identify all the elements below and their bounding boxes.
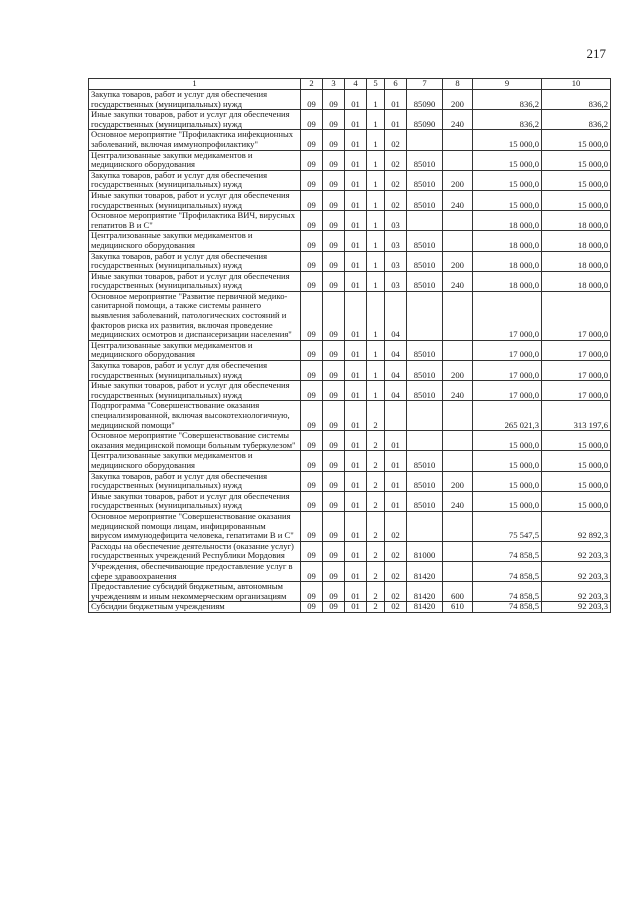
section-code: 09 [301, 190, 323, 210]
section-code: 09 [301, 361, 323, 381]
section-code: 09 [301, 511, 323, 541]
budget-table [88, 78, 611, 613]
section-code: 09 [301, 130, 323, 150]
amount-year-2: 15 000,0 [542, 190, 611, 210]
program-code: 01 [345, 90, 367, 110]
row-name: Основное мероприятие "Развитие первичной медико-санитарной помощи, а также системы раннего выявления заболеваний, патологических состояний и факторов риска их развития, включая проведение медицинских осмотров и диспансеризации населения" [89, 291, 301, 340]
amount-year-1: 15 000,0 [473, 170, 542, 190]
program-code: 01 [345, 291, 367, 340]
subprogram-code: 1 [367, 291, 385, 340]
type-code [443, 451, 473, 471]
subprogram-code: 1 [367, 130, 385, 150]
table-row [89, 211, 611, 231]
type-code: 240 [443, 271, 473, 291]
expense-code [407, 431, 443, 451]
expense-code [407, 130, 443, 150]
event-code: 02 [385, 541, 407, 561]
expense-code: 85010 [407, 251, 443, 271]
table-row [89, 231, 611, 251]
subprogram-code: 2 [367, 582, 385, 602]
subsection-code: 09 [323, 451, 345, 471]
subprogram-code: 1 [367, 381, 385, 401]
expense-code: 85090 [407, 90, 443, 110]
event-code: 02 [385, 150, 407, 170]
amount-year-2: 18 000,0 [542, 231, 611, 251]
table-row [89, 90, 611, 110]
column-header-1: 1 [89, 79, 301, 90]
program-code: 01 [345, 190, 367, 210]
subsection-code: 09 [323, 340, 345, 360]
row-name: Иные закупки товаров, работ и услуг для обеспечения государственных (муниципальных) нужд [89, 381, 301, 401]
column-header-9: 9 [473, 79, 542, 90]
amount-year-1: 74 858,5 [473, 602, 542, 613]
section-code: 09 [301, 582, 323, 602]
amount-year-1: 74 858,5 [473, 582, 542, 602]
amount-year-1: 15 000,0 [473, 190, 542, 210]
subsection-code: 09 [323, 291, 345, 340]
column-header-7: 7 [407, 79, 443, 90]
subprogram-code: 1 [367, 271, 385, 291]
amount-year-2: 92 203,3 [542, 602, 611, 613]
program-code: 01 [345, 471, 367, 491]
subsection-code: 09 [323, 491, 345, 511]
expense-code: 81420 [407, 561, 443, 581]
amount-year-2: 92 203,3 [542, 582, 611, 602]
section-code: 09 [301, 381, 323, 401]
subsection-code: 09 [323, 381, 345, 401]
amount-year-1: 74 858,5 [473, 561, 542, 581]
program-code: 01 [345, 401, 367, 431]
expense-code: 85010 [407, 471, 443, 491]
row-name: Предоставление субсидий бюджетным, автономным учреждениям и иным некоммерческим организациям [89, 582, 301, 602]
program-code: 01 [345, 511, 367, 541]
row-name: Закупка товаров, работ и услуг для обеспечения государственных (муниципальных) нужд [89, 471, 301, 491]
amount-year-2: 17 000,0 [542, 361, 611, 381]
subprogram-code: 2 [367, 401, 385, 431]
expense-code: 85010 [407, 170, 443, 190]
type-code [443, 340, 473, 360]
amount-year-1: 836,2 [473, 110, 542, 130]
program-code: 01 [345, 170, 367, 190]
amount-year-2: 15 000,0 [542, 170, 611, 190]
event-code: 02 [385, 170, 407, 190]
amount-year-2: 15 000,0 [542, 471, 611, 491]
program-code: 01 [345, 561, 367, 581]
program-code: 01 [345, 211, 367, 231]
table-row [89, 401, 611, 431]
row-name: Основное мероприятие "Совершенствование системы оказания медицинской помощи больным туберкулезом" [89, 431, 301, 451]
event-code: 03 [385, 231, 407, 251]
subsection-code: 09 [323, 90, 345, 110]
subprogram-code: 2 [367, 491, 385, 511]
row-name: Субсидии бюджетным учреждениям [89, 602, 301, 613]
table-row [89, 381, 611, 401]
table-row [89, 541, 611, 561]
program-code: 01 [345, 271, 367, 291]
amount-year-2: 836,2 [542, 90, 611, 110]
program-code: 01 [345, 361, 367, 381]
event-code: 04 [385, 291, 407, 340]
type-code: 200 [443, 90, 473, 110]
type-code [443, 150, 473, 170]
amount-year-2: 15 000,0 [542, 451, 611, 471]
event-code: 01 [385, 471, 407, 491]
type-code: 240 [443, 110, 473, 130]
amount-year-1: 836,2 [473, 90, 542, 110]
section-code: 09 [301, 340, 323, 360]
amount-year-1: 17 000,0 [473, 361, 542, 381]
event-code: 04 [385, 340, 407, 360]
program-code: 01 [345, 340, 367, 360]
program-code: 01 [345, 541, 367, 561]
type-code [443, 401, 473, 431]
section-code: 09 [301, 90, 323, 110]
row-name: Закупка товаров, работ и услуг для обеспечения государственных (муниципальных) нужд [89, 90, 301, 110]
expense-code: 85010 [407, 381, 443, 401]
section-code: 09 [301, 602, 323, 613]
subprogram-code: 1 [367, 190, 385, 210]
event-code: 03 [385, 251, 407, 271]
event-code: 04 [385, 361, 407, 381]
section-code: 09 [301, 291, 323, 340]
amount-year-1: 17 000,0 [473, 340, 542, 360]
amount-year-2: 17 000,0 [542, 291, 611, 340]
table-row [89, 602, 611, 613]
expense-code: 85010 [407, 231, 443, 251]
event-code: 01 [385, 491, 407, 511]
subsection-code: 09 [323, 110, 345, 130]
event-code: 01 [385, 431, 407, 451]
type-code [443, 130, 473, 150]
type-code: 240 [443, 381, 473, 401]
subprogram-code: 1 [367, 110, 385, 130]
type-code: 200 [443, 170, 473, 190]
table-row [89, 110, 611, 130]
subprogram-code: 2 [367, 541, 385, 561]
type-code [443, 211, 473, 231]
subsection-code: 09 [323, 271, 345, 291]
subprogram-code: 1 [367, 361, 385, 381]
subsection-code: 09 [323, 511, 345, 541]
expense-code [407, 511, 443, 541]
subprogram-code: 1 [367, 150, 385, 170]
section-code: 09 [301, 110, 323, 130]
amount-year-1: 15 000,0 [473, 471, 542, 491]
section-code: 09 [301, 471, 323, 491]
subprogram-code: 1 [367, 90, 385, 110]
subsection-code: 09 [323, 582, 345, 602]
table-row [89, 150, 611, 170]
subprogram-code: 2 [367, 431, 385, 451]
program-code: 01 [345, 491, 367, 511]
type-code [443, 511, 473, 541]
subsection-code: 09 [323, 150, 345, 170]
amount-year-2: 92 203,3 [542, 541, 611, 561]
section-code: 09 [301, 491, 323, 511]
subprogram-code: 1 [367, 251, 385, 271]
subsection-code: 09 [323, 190, 345, 210]
program-code: 01 [345, 582, 367, 602]
table-row [89, 170, 611, 190]
type-code [443, 541, 473, 561]
column-header-5: 5 [367, 79, 385, 90]
table-row [89, 130, 611, 150]
column-header-10: 10 [542, 79, 611, 90]
amount-year-2: 313 197,6 [542, 401, 611, 431]
column-header-4: 4 [345, 79, 367, 90]
amount-year-1: 75 547,5 [473, 511, 542, 541]
amount-year-2: 92 892,3 [542, 511, 611, 541]
subsection-code: 09 [323, 231, 345, 251]
section-code: 09 [301, 211, 323, 231]
column-header-6: 6 [385, 79, 407, 90]
column-header-2: 2 [301, 79, 323, 90]
expense-code: 85010 [407, 361, 443, 381]
amount-year-2: 18 000,0 [542, 251, 611, 271]
program-code: 01 [345, 381, 367, 401]
subprogram-code: 2 [367, 602, 385, 613]
table-row [89, 471, 611, 491]
subsection-code: 09 [323, 471, 345, 491]
subsection-code: 09 [323, 602, 345, 613]
program-code: 01 [345, 602, 367, 613]
row-name: Иные закупки товаров, работ и услуг для обеспечения государственных (муниципальных) нужд [89, 491, 301, 511]
subsection-code: 09 [323, 541, 345, 561]
type-code: 610 [443, 602, 473, 613]
type-code: 600 [443, 582, 473, 602]
section-code: 09 [301, 170, 323, 190]
event-code: 02 [385, 582, 407, 602]
event-code: 01 [385, 90, 407, 110]
subsection-code: 09 [323, 431, 345, 451]
page-number: 217 [586, 46, 606, 61]
section-code: 09 [301, 541, 323, 561]
section-code: 09 [301, 251, 323, 271]
event-code: 03 [385, 211, 407, 231]
column-header-3: 3 [323, 79, 345, 90]
amount-year-2: 17 000,0 [542, 340, 611, 360]
amount-year-2: 15 000,0 [542, 431, 611, 451]
subprogram-code: 1 [367, 211, 385, 231]
subsection-code: 09 [323, 361, 345, 381]
column-header-8: 8 [443, 79, 473, 90]
section-code: 09 [301, 150, 323, 170]
amount-year-1: 15 000,0 [473, 130, 542, 150]
subsection-code: 09 [323, 401, 345, 431]
expense-code: 85010 [407, 491, 443, 511]
table-row [89, 491, 611, 511]
amount-year-1: 18 000,0 [473, 231, 542, 251]
table-row [89, 561, 611, 581]
type-code: 200 [443, 471, 473, 491]
amount-year-1: 17 000,0 [473, 381, 542, 401]
row-name: Централизованные закупки медикаментов и медицинского оборудования [89, 340, 301, 360]
program-code: 01 [345, 150, 367, 170]
event-code: 03 [385, 271, 407, 291]
amount-year-2: 15 000,0 [542, 491, 611, 511]
table-row [89, 451, 611, 471]
subsection-code: 09 [323, 130, 345, 150]
row-name: Учреждения, обеспечивающие предоставление услуг в сфере здравоохранения [89, 561, 301, 581]
section-code: 09 [301, 561, 323, 581]
expense-code: 85010 [407, 271, 443, 291]
program-code: 01 [345, 110, 367, 130]
type-code: 240 [443, 491, 473, 511]
table-row [89, 511, 611, 541]
event-code: 02 [385, 190, 407, 210]
row-name: Основное мероприятие "Профилактика инфекционных заболеваний, включая иммунопрофилактику" [89, 130, 301, 150]
section-code: 09 [301, 271, 323, 291]
type-code [443, 431, 473, 451]
amount-year-2: 15 000,0 [542, 130, 611, 150]
amount-year-2: 18 000,0 [542, 271, 611, 291]
subsection-code: 09 [323, 170, 345, 190]
amount-year-1: 18 000,0 [473, 211, 542, 231]
table-row [89, 582, 611, 602]
amount-year-1: 18 000,0 [473, 271, 542, 291]
type-code: 240 [443, 190, 473, 210]
subprogram-code: 1 [367, 231, 385, 251]
amount-year-1: 15 000,0 [473, 491, 542, 511]
amount-year-1: 18 000,0 [473, 251, 542, 271]
program-code: 01 [345, 130, 367, 150]
row-name: Централизованные закупки медикаментов и медицинского оборудования [89, 150, 301, 170]
subprogram-code: 2 [367, 511, 385, 541]
section-code: 09 [301, 401, 323, 431]
table-row [89, 291, 611, 340]
amount-year-1: 265 021,3 [473, 401, 542, 431]
header-row [89, 79, 611, 90]
subprogram-code: 2 [367, 451, 385, 471]
row-name: Иные закупки товаров, работ и услуг для обеспечения государственных (муниципальных) нужд [89, 190, 301, 210]
event-code [385, 401, 407, 431]
amount-year-2: 17 000,0 [542, 381, 611, 401]
subprogram-code: 1 [367, 340, 385, 360]
row-name: Основное мероприятие "Совершенствование оказания медицинской помощи лицам, инфицированным вирусом иммунодефицита человека, гепатитами В и С" [89, 511, 301, 541]
expense-code: 85010 [407, 451, 443, 471]
event-code: 02 [385, 511, 407, 541]
amount-year-2: 18 000,0 [542, 211, 611, 231]
type-code [443, 291, 473, 340]
table-row [89, 361, 611, 381]
section-code: 09 [301, 231, 323, 251]
row-name: Централизованные закупки медикаментов и медицинского оборудования [89, 231, 301, 251]
event-code: 02 [385, 130, 407, 150]
amount-year-1: 15 000,0 [473, 150, 542, 170]
amount-year-1: 15 000,0 [473, 451, 542, 471]
row-name: Основное мероприятие "Профилактика ВИЧ, вирусных гепатитов В и С" [89, 211, 301, 231]
expense-code: 81000 [407, 541, 443, 561]
event-code: 04 [385, 381, 407, 401]
event-code: 02 [385, 602, 407, 613]
table-row [89, 190, 611, 210]
expense-code [407, 401, 443, 431]
expense-code: 81420 [407, 602, 443, 613]
amount-year-1: 17 000,0 [473, 291, 542, 340]
section-code: 09 [301, 431, 323, 451]
expense-code [407, 211, 443, 231]
event-code: 02 [385, 561, 407, 581]
table-body [89, 90, 611, 613]
type-code: 200 [443, 251, 473, 271]
subsection-code: 09 [323, 251, 345, 271]
row-name: Иные закупки товаров, работ и услуг для обеспечения государственных (муниципальных) нужд [89, 271, 301, 291]
subprogram-code: 1 [367, 170, 385, 190]
row-name: Иные закупки товаров, работ и услуг для обеспечения государственных (муниципальных) нужд [89, 110, 301, 130]
expense-code [407, 291, 443, 340]
subsection-code: 09 [323, 561, 345, 581]
amount-year-1: 15 000,0 [473, 431, 542, 451]
event-code: 01 [385, 451, 407, 471]
amount-year-2: 15 000,0 [542, 150, 611, 170]
subprogram-code: 2 [367, 471, 385, 491]
table-row [89, 431, 611, 451]
row-name: Закупка товаров, работ и услуг для обеспечения государственных (муниципальных) нужд [89, 251, 301, 271]
amount-year-1: 74 858,5 [473, 541, 542, 561]
amount-year-2: 92 203,3 [542, 561, 611, 581]
type-code [443, 561, 473, 581]
row-name: Закупка товаров, работ и услуг для обеспечения государственных (муниципальных) нужд [89, 170, 301, 190]
program-code: 01 [345, 251, 367, 271]
expense-code: 85090 [407, 110, 443, 130]
row-name: Централизованные закупки медикаментов и медицинского оборудования [89, 451, 301, 471]
type-code: 200 [443, 361, 473, 381]
expense-code: 85010 [407, 150, 443, 170]
event-code: 01 [385, 110, 407, 130]
subprogram-code: 2 [367, 561, 385, 581]
subsection-code: 09 [323, 211, 345, 231]
program-code: 01 [345, 451, 367, 471]
table-row [89, 271, 611, 291]
type-code [443, 231, 473, 251]
row-name: Закупка товаров, работ и услуг для обеспечения государственных (муниципальных) нужд [89, 361, 301, 381]
program-code: 01 [345, 431, 367, 451]
program-code: 01 [345, 231, 367, 251]
amount-year-2: 836,2 [542, 110, 611, 130]
row-name: Подпрограмма "Совершенствование оказания специализированной, включая высокотехнологичную, медицинской помощи" [89, 401, 301, 431]
expense-code: 81420 [407, 582, 443, 602]
section-code: 09 [301, 451, 323, 471]
table-row [89, 340, 611, 360]
expense-code: 85010 [407, 340, 443, 360]
expense-code: 85010 [407, 190, 443, 210]
table-row [89, 251, 611, 271]
row-name: Расходы на обеспечение деятельности (оказание услуг) государственных учреждений Республики Мордовия [89, 541, 301, 561]
